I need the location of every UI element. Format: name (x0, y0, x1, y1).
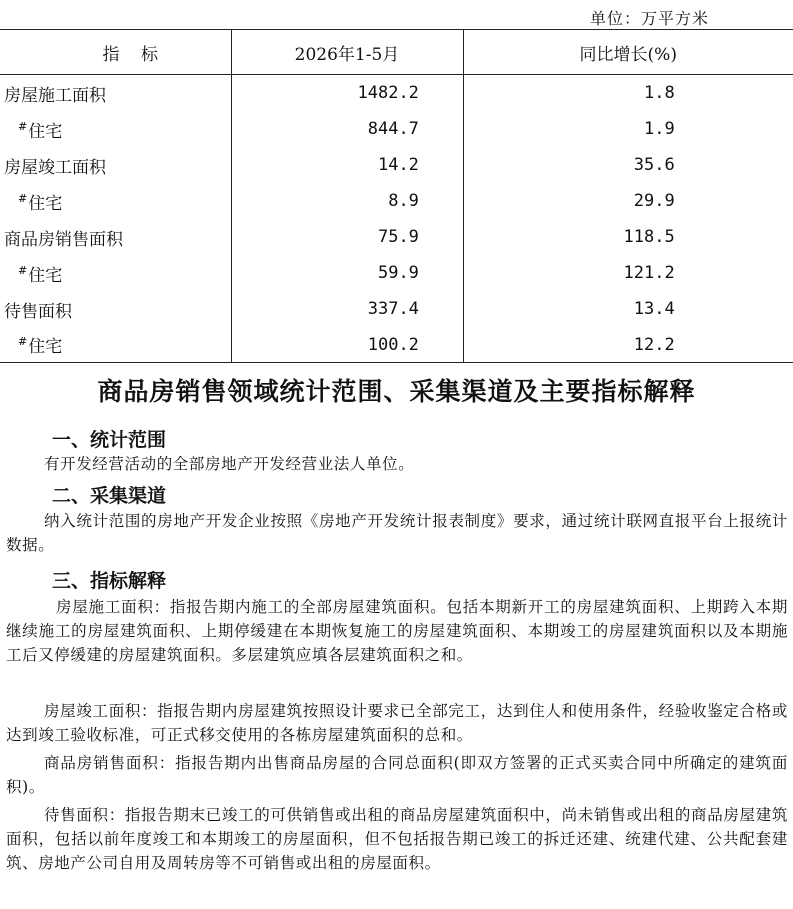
document-title: 商品房销售领域统计范围、采集渠道及主要指标解释 (97, 377, 696, 406)
indicator-label: 房屋竣工面积 (4, 157, 106, 178)
indicator-label: 住宅 (28, 193, 63, 214)
indicator-name (0, 219, 231, 255)
yoy-growth-cell: 1.8 (463, 75, 793, 112)
indicator-name (0, 147, 231, 183)
indicator-sub-name (0, 183, 231, 219)
table-row (0, 291, 793, 327)
value-cell: 337.4 (231, 291, 463, 327)
indicator-label: 待售面积 (4, 301, 72, 322)
paragraph-scope: 有开发经营活动的全部房地产开发经营业法人单位。 (44, 455, 415, 473)
yoy-growth-cell: 13.4 (463, 291, 793, 327)
table-row (0, 111, 793, 147)
yoy-growth-cell: 35.6 (463, 147, 793, 183)
section-heading-scope: 一、统计范围 (52, 429, 167, 451)
table-header-row (0, 30, 793, 75)
value-cell: 100.2 (231, 327, 463, 363)
yoy-growth-cell: 29.9 (463, 183, 793, 219)
section-heading-channel: 二、采集渠道 (52, 485, 167, 507)
indicator-label: 住宅 (28, 121, 63, 142)
yoy-growth-cell: 1.9 (463, 111, 793, 147)
table-row (0, 75, 793, 112)
paragraph-channel: 纳入统计范围的房地产开发企业按照《房地产开发统计报表制度》要求，通过统计联网直报平台上报统计数据。 (6, 512, 788, 554)
indicator-label: 住宅 (28, 265, 63, 286)
section-heading-indicators: 三、指标解释 (52, 570, 167, 592)
indicator-label: 房屋施工面积 (4, 85, 106, 106)
indicator-name (0, 291, 231, 327)
indicator-sub-name (0, 111, 231, 147)
header-period: 2026年1-5月 (231, 30, 463, 75)
table-row (0, 219, 793, 255)
yoy-growth-cell: 12.2 (463, 327, 793, 363)
indicator-label: 住宅 (28, 337, 63, 357)
table-row (0, 183, 793, 219)
yoy-growth-cell: 121.2 (463, 255, 793, 291)
yoy-growth-cell: 118.5 (463, 219, 793, 255)
unit-label: 单位：万平方米 (590, 9, 710, 28)
paragraph-construction-area: 房屋施工面积：指报告期内施工的全部房屋建筑面积。包括本期新开工的房屋建筑面积、上期跨入本期继续施工的房屋建筑面积、上期停缓建在本期恢复施工的房屋建筑面积、本期竣工的房屋建筑面积以及本期施工后又停缓建的房屋建筑面积。多层建筑应填各层建筑面积之和。 (6, 598, 788, 664)
paragraph-completed-area: 房屋竣工面积：指报告期内房屋建筑按照设计要求已全部完工，达到住人和使用条件，经验收鉴定合格或达到竣工验收标准，可正式移交使用的各栋房屋建筑面积的总和。 (6, 702, 788, 744)
header-indicator: 指 标 (0, 30, 231, 75)
value-cell: 59.9 (231, 255, 463, 291)
indicator-name (0, 75, 231, 112)
value-cell: 844.7 (231, 111, 463, 147)
paragraph-unsold-area: 待售面积：指报告期末已竣工的可供销售或出租的商品房屋建筑面积中，尚未销售或出租的商品房屋建筑面积，包括以前年度竣工和本期竣工的房屋面积，但不包括报告期已竣工的拆迁还建、统建代建、公共配套建筑、房地产公司自用及周转房等不可销售或出租的房屋面积。 (6, 806, 788, 872)
statistics-table (0, 29, 793, 363)
table-row (0, 327, 793, 363)
header-yoy-growth: 同比增长(%) (463, 30, 793, 75)
paragraph-sales-area: 商品房销售面积：指报告期内出售商品房屋的合同总面积(即双方签署的正式买卖合同中所确定的建筑面积)。 (6, 754, 788, 796)
value-cell: 1482.2 (231, 75, 463, 112)
sub-item-marker: # (18, 119, 28, 133)
sub-item-marker: # (18, 191, 28, 205)
table-row (0, 147, 793, 183)
value-cell: 75.9 (231, 219, 463, 255)
value-cell: 14.2 (231, 147, 463, 183)
indicator-label: 商品房销售面积 (4, 229, 123, 250)
sub-item-marker: # (18, 263, 28, 277)
value-cell: 8.9 (231, 183, 463, 219)
sub-item-marker: # (18, 335, 28, 348)
indicator-sub-name (0, 255, 231, 291)
table-body (0, 75, 793, 363)
table-row (0, 255, 793, 291)
indicator-sub-name (0, 327, 231, 363)
